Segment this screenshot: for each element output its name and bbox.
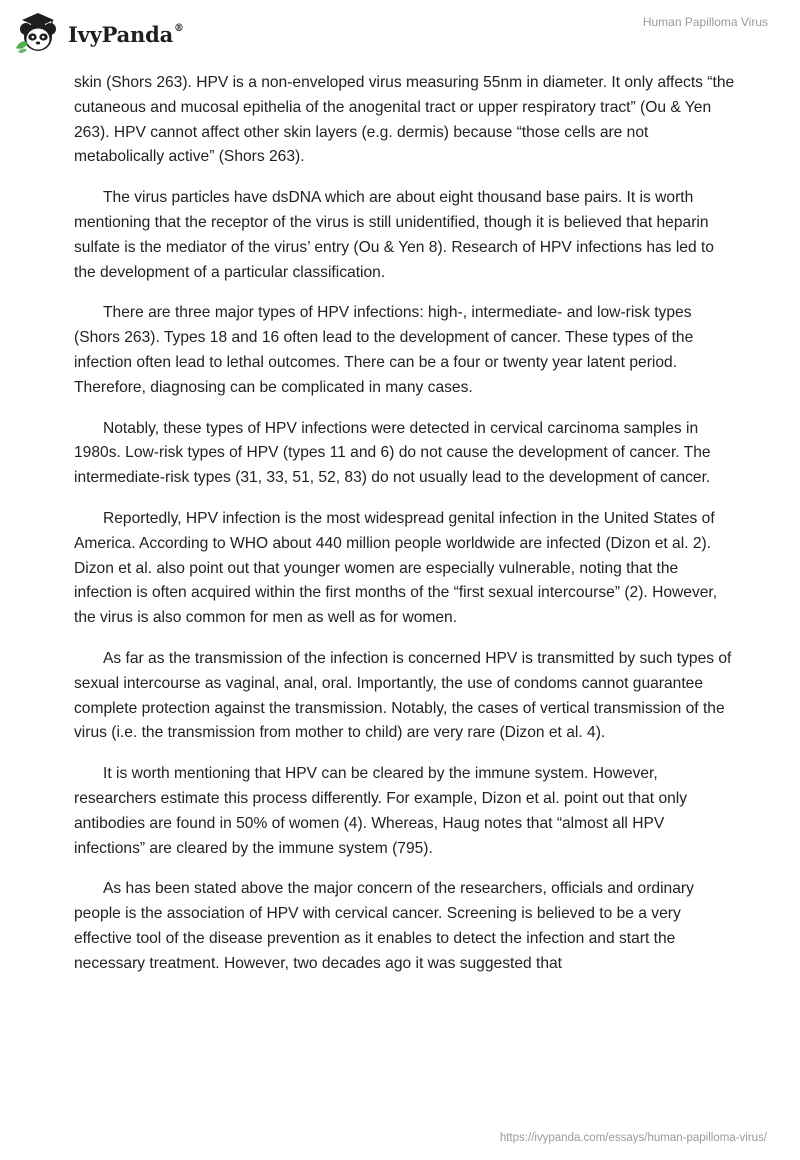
paragraph: Reportedly, HPV infection is the most widespread genital infection in the United States of America. According to WHO about 440 million people worldwide are infected (Dizon et al. 2). Dizon et al. also point out that younger women are especially vulnerable, noting that the infection is often acquired within the first months of the “first sexual intercourse” (2). However, the virus is also common for men as well as for women. (74, 509, 718, 627)
ivypanda-logo[interactable] (14, 8, 184, 56)
paragraph: There are three major types of HPV infections: high-, intermediate- and low-risk types (Shors 263). Types 18 and 16 often lead to the development of cancer. These types of the infection often lead to lethal outcomes. There can be a four or twenty year latent period. Therefore, diagnosing can be complicated in many cases. (74, 304, 694, 396)
paragraph: Notably, these types of HPV infections were detected in cervical carcinoma samples in 1980s. Low-risk types of HPV (types 11 and 6) do not cause the development of cancer. The intermediate-risk types (31, 33, 51, 52, 83) do not usually lead to the development of cancer. (74, 419, 711, 487)
paragraph: skin (Shors 263). HPV is a non-enveloped virus measuring 55nm in diameter. It only affects “the cutaneous and mucosal epithelia of the anogenital tract or upper respiratory tract” (Ou & Yen 263). HPV cannot affect other skin layers (e.g. dermis) because “those cells are not metabolically active” (Shors 263). (74, 74, 735, 166)
page-header (0, 0, 800, 70)
paragraph: It is worth mentioning that HPV can be cleared by the immune system. However, researchers estimate this process differently. For example, Dizon et al. point out that only antibodies are found in 50% of women (4). Whereas, Haug notes that “almost all HPV infections” are cleared by the immune system (795). (74, 765, 688, 857)
essay-body (74, 71, 736, 993)
footer-url-link[interactable]: https://ivypanda.com/essays/human-papilloma-virus/ (499, 1132, 767, 1144)
brand-name: IvyPanda® (68, 21, 184, 47)
paragraph: The virus particles have dsDNA which are about eight thousand base pairs. It is worth mentioning that the receptor of the virus is still unidentified, though it is believed that heparin sulfate is the mediator of the virus’ entry (Ou & Yen 8). Research of HPV infections has led to the development of a particular classification. (74, 189, 714, 281)
panda-graduate-icon (14, 8, 62, 56)
paragraph: As has been stated above the major concern of the researchers, officials and ordinary people is the association of HPV with cervical cancer. Screening is believed to be a very effective tool of the disease prevention as it enables to detect the infection and start the necessary treatment. However, two decades ago it was suggested that (74, 880, 694, 972)
trademark-symbol: ® (174, 22, 184, 34)
document-title: Human Papilloma Virus (642, 15, 768, 29)
paragraph: As far as the transmission of the infection is concerned HPV is transmitted by such types of sexual intercourse as vaginal, anal, oral. Importantly, the use of condoms cannot guarantee complete protection against the transmission. Notably, the cases of vertical transmission of the virus (i.e. the transmission from mother to child) are very rare (Dizon et al. 4). (74, 649, 732, 742)
